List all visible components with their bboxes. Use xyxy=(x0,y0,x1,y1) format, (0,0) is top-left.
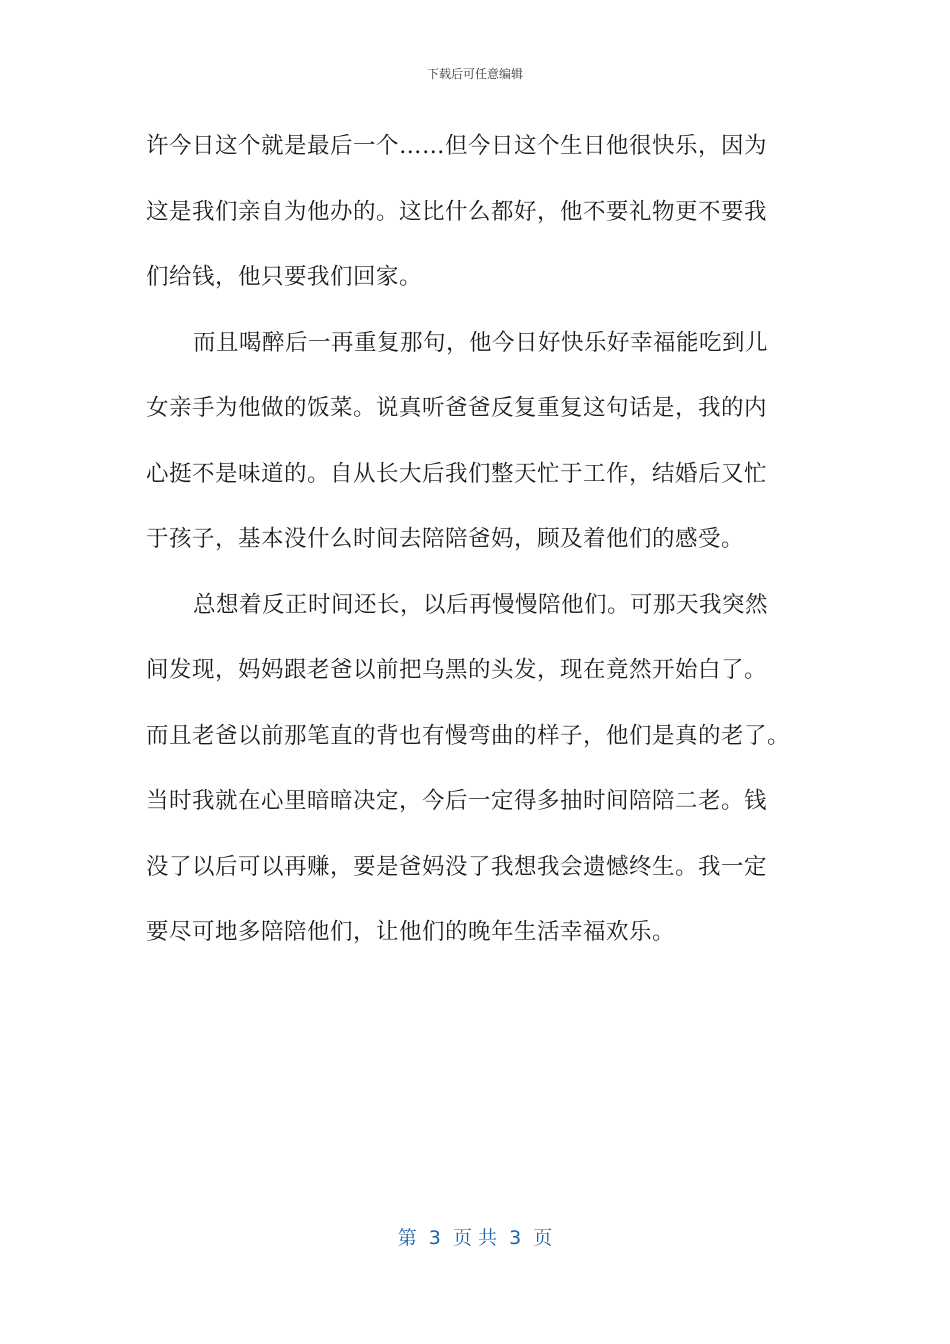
text-line: 没了以后可以再赚，要是爸妈没了我想我会遗憾终生。我一定 xyxy=(146,853,768,880)
text-line: 心挺不是味道的。自从长大后我们整天忙于工作，结婚后又忙 xyxy=(146,460,768,487)
page-number-footer: 第 3 页 共 3 页 xyxy=(397,1227,553,1249)
page-header-note: 下载后可任意编辑 xyxy=(426,67,523,81)
text-line: 们给钱，他只要我们回家。 xyxy=(146,264,423,290)
text-line: 而且老爸以前那笔直的背也有慢弯曲的样子，他们是真的老了。 xyxy=(146,722,791,749)
text-line: 要尽可地多陪陪他们，让他们的晚年生活幸福欢乐。 xyxy=(146,919,676,945)
body-text xyxy=(146,118,806,970)
text-line: 女亲手为他做的饭菜。说真听爸爸反复重复这句话是，我的内 xyxy=(146,395,768,421)
text-line: 当时我就在心里暗暗决定，今后一定得多抽时间陪陪二老。钱 xyxy=(146,788,768,814)
text-line: 间发现，妈妈跟老爸以前把乌黑的头发，现在竟然开始白了。 xyxy=(146,657,768,683)
text-line: 这是我们亲自为他办的。这比什么都好，他不要礼物更不要我 xyxy=(146,198,768,225)
paragraph-start-line: 总想着反正时间还长，以后再慢慢陪他们。可那天我突然 xyxy=(193,591,769,618)
text-line: 于孩子，基本没什么时间去陪陪爸妈，顾及着他们的感受。 xyxy=(146,526,745,552)
text-line: 许今日这个就是最后一个……但今日这个生日他很快乐，因为 xyxy=(146,133,768,159)
paragraph-start-line: 而且喝醉后一再重复那句，他今日好快乐好幸福能吃到儿 xyxy=(193,329,769,356)
